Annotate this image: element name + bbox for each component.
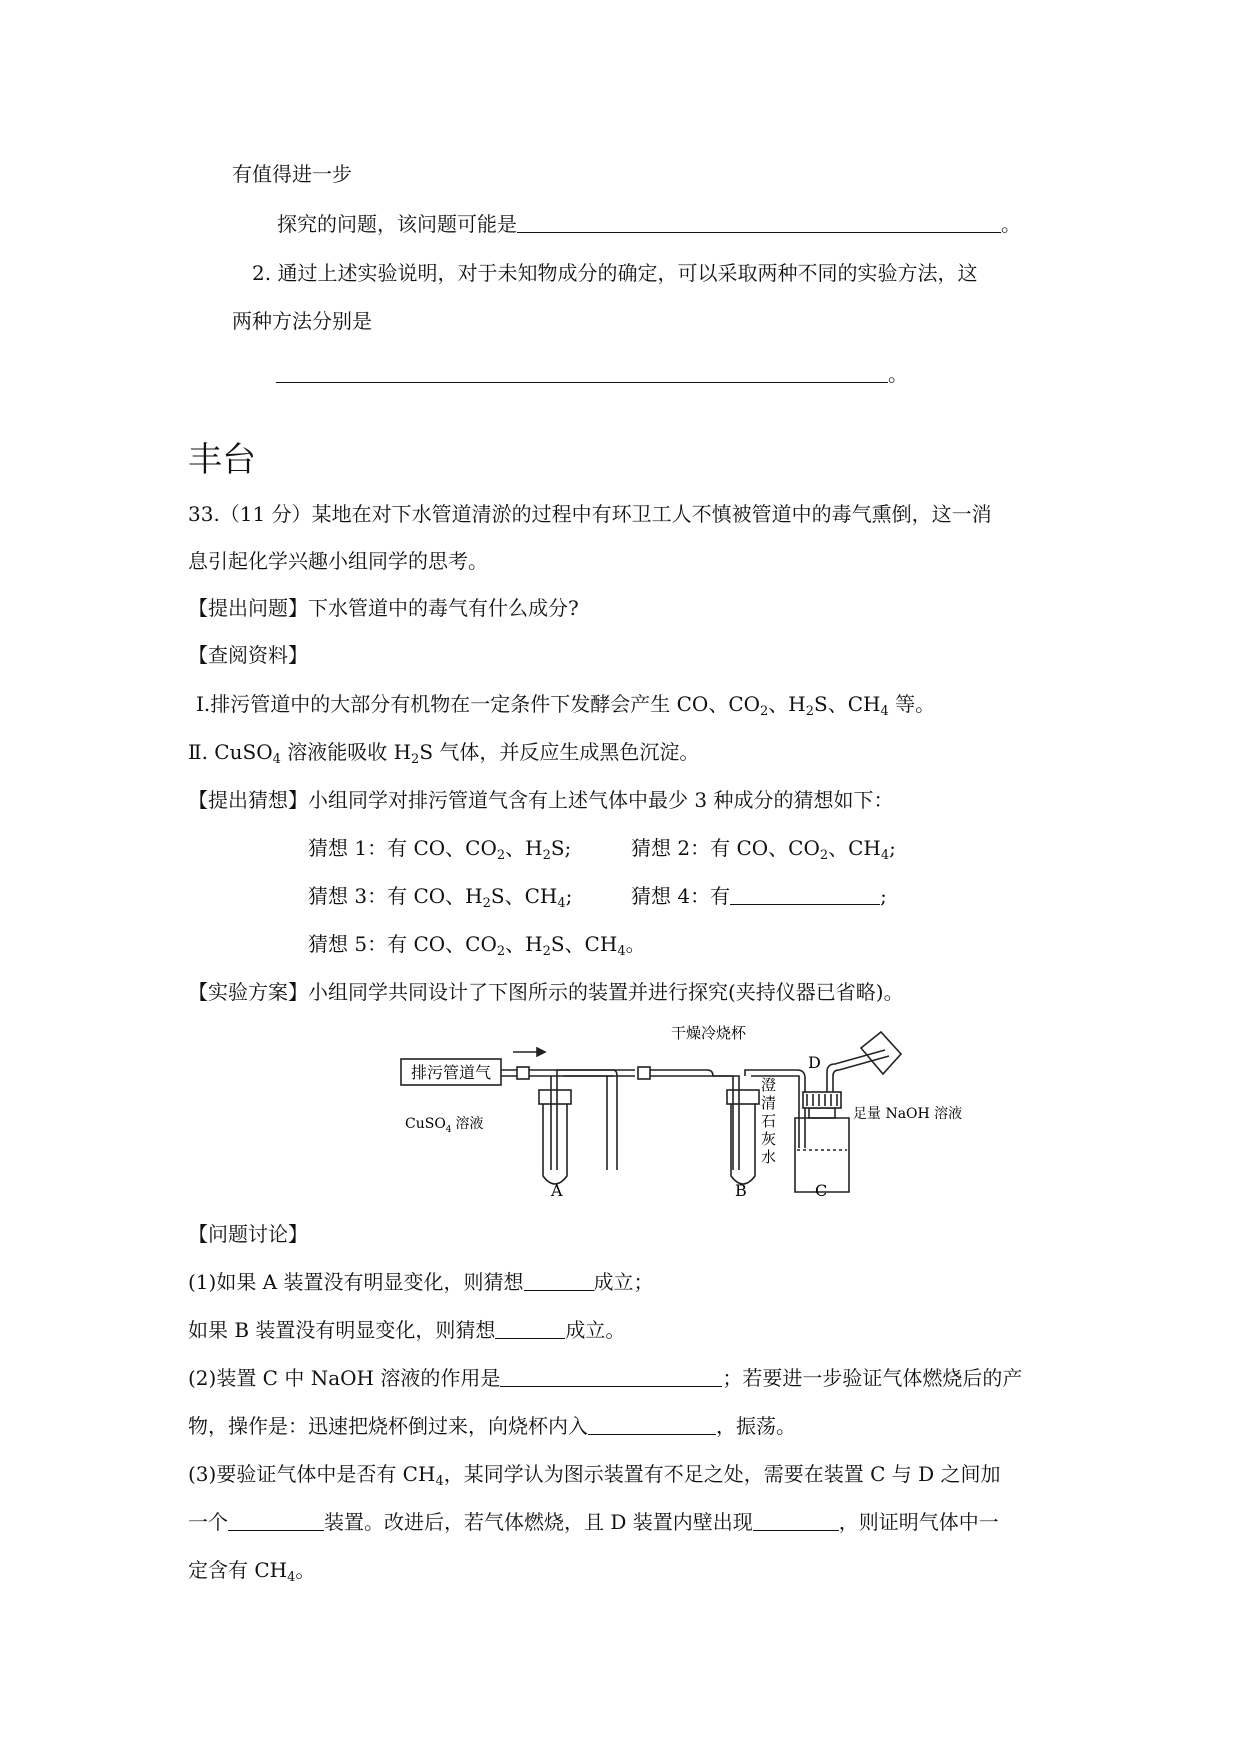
section-title: 丰台 [188, 440, 256, 480]
discussion-heading: 【问题讨论】 [188, 1222, 308, 1246]
ref-heading: 【查阅资料】 [188, 643, 308, 667]
blank-3b-1[interactable] [228, 1510, 324, 1531]
hypothesis-1: 猜想 1：有 CO、$CO_2$、$H_2S$; [308, 836, 572, 863]
blank-2a[interactable] [500, 1366, 722, 1387]
discussion-3a: (3)要验证气体中是否有 $CH_4$，某同学认为图示装置有不足之处，需要在装置 C 与 D 之间加 [188, 1462, 1001, 1489]
svg-text:清: 清 [761, 1094, 777, 1112]
cuso4-label: CuSO$_4$ 溶液 [405, 1116, 484, 1135]
prev-line-1: 有值得进一步 [232, 162, 352, 186]
tube-a [543, 1096, 567, 1184]
plan-text: 【实验方案】小组同学共同设计了下图所示的装置并进行探究(夹持仪器已省略)。 [188, 980, 904, 1004]
prev-q2-line-3: 。 [276, 360, 908, 388]
beaker-label: 干燥冷烧杯 [671, 1024, 747, 1042]
hypothesis-2: 猜想 2：有 CO、$CO_2$、$CH_4$; [631, 836, 896, 863]
discussion-1b: 如果 B 装置没有明显变化，则猜想 成立。 [188, 1318, 626, 1342]
q33-intro-2: 息引起化学兴趣小组同学的思考。 [188, 549, 488, 573]
discussion-3b: 一个 装置。改进后，若气体燃烧，且 D 装置内壁出现 ，则证明气体中一 [188, 1510, 999, 1534]
stopper-c [803, 1092, 841, 1108]
discussion-3c: 定含有 $CH_4$。 [188, 1558, 316, 1585]
ref-item-1: I.排污管道中的大部分有机物在一定条件下发酵会产生 CO、$CO_2$、$H_2S$、$CH_4$ 等。 [196, 692, 936, 719]
answer-blank[interactable] [276, 362, 888, 383]
q33-intro-1: 33.（11 分）某地在对下水管道清淤的过程中有环卫工人不慎被管道中的毒气熏倒，这一消 [188, 502, 992, 526]
bottle-c-neck [809, 1108, 835, 1118]
hypothesis-4: 猜想 4：有 ; [631, 884, 887, 908]
discussion-1a: (1)如果 A 装置没有明显变化，则猜想 成立； [188, 1270, 654, 1294]
ask-question: 【提出问题】下水管道中的毒气有什么成分? [188, 596, 579, 620]
prev-q2-line-1: 2. 通过上述实验说明，对于未知物成分的确定，可以采取两种不同的实验方法，这 [252, 261, 978, 285]
label-d: D [808, 1053, 821, 1072]
blank-1a[interactable] [524, 1270, 594, 1291]
svg-text:灰: 灰 [761, 1130, 777, 1148]
apparatus-diagram [395, 1020, 963, 1200]
stopper-a [539, 1090, 571, 1104]
prev-q2-line-2: 两种方法分别是 [232, 309, 372, 333]
label-a: A [551, 1181, 563, 1200]
hypothesis-4-blank[interactable] [730, 884, 880, 905]
label-c: C [815, 1181, 828, 1200]
prev-line-2: 探究的问题，该问题可能是 。 [277, 212, 1021, 236]
limewater-label [761, 1076, 776, 1166]
hypothesis-intro: 【提出猜想】小组同学对排污管道气含有上述气体中最少 3 种成分的猜想如下： [188, 788, 894, 812]
naoh-label: 足量 NaOH 溶液 [853, 1106, 963, 1122]
blank-2b[interactable] [588, 1414, 716, 1435]
gas-source-label: 排污管道气 [410, 1063, 492, 1082]
svg-text:澄: 澄 [761, 1076, 777, 1094]
ref-item-2: Ⅱ. CuSO$_4$ 溶液能吸收 $H_2S$ 气体，并反应生成黑色沉淀。 [188, 740, 700, 767]
answer-blank[interactable] [517, 212, 1001, 233]
tube-b [731, 1096, 755, 1184]
hypothesis-3: 猜想 3：有 CO、$H_2S$、$CH_4$; [308, 884, 573, 911]
stopper-b [727, 1090, 759, 1104]
discussion-2a: (2)装置 C 中 NaOH 溶液的作用是 ；若要进一步验证气体燃烧后的产 [188, 1366, 1023, 1390]
svg-text:水: 水 [761, 1148, 777, 1166]
blank-3b-2[interactable] [753, 1510, 839, 1531]
label-b: B [735, 1181, 747, 1200]
svg-text:石: 石 [761, 1112, 777, 1130]
hypothesis-5: 猜想 5：有 CO、$CO_2$、$H_2S$、$CH_4$。 [308, 932, 646, 959]
beaker-d [861, 1032, 901, 1074]
discussion-2b: 物，操作是：迅速把烧杯倒过来，向烧杯内入 ，振荡。 [188, 1414, 796, 1438]
blank-1b[interactable] [495, 1318, 565, 1339]
